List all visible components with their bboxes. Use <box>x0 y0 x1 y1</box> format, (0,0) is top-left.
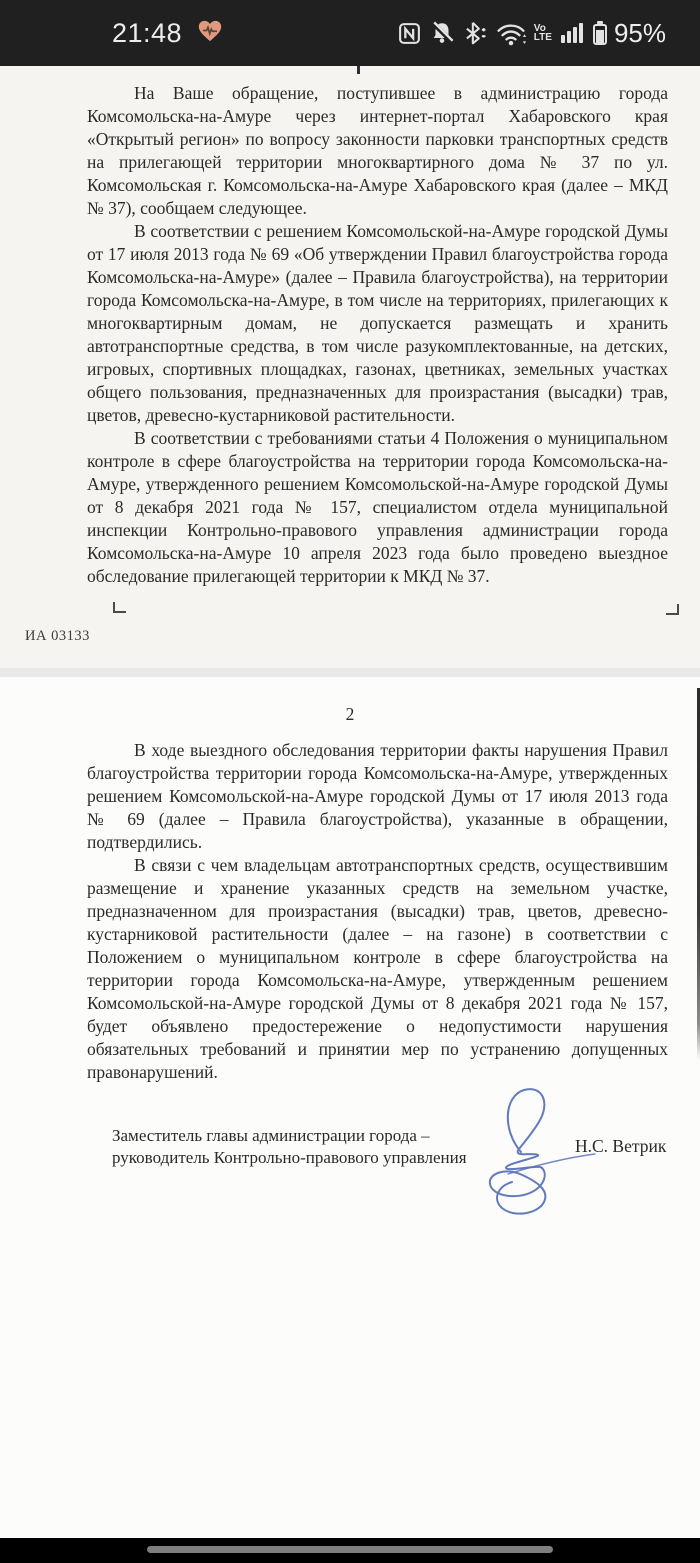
paragraph: В соответствии с требованиями статьи 4 Положения о муниципальном контроле в сфере благоустройства на территории города Комсомольска-на-Амуре, утвержденного решением Комсомольской-на-Амуре городской Думы от 8 декабря 2021 года № 157, специалистом отдела муниципальной инспекции Контрольно-правового управления администрации города Комсомольска-на-Амуре 10 апреля 2023 года было проведено выездное обследование прилегающей территории к МКД № 37. <box>87 428 668 586</box>
notifications-muted-icon <box>429 20 455 46</box>
paragraph: В связи с чем владельцам автотранспортных средств, осуществившим размещение и хранение указанных средств на земельном участке, предназначенном для произрастания (высадки) трав, цветов, древесно-кустарниковой растительности (далее – на газоне) в соответствии с Положением о муниципальном контроле в сфере благоустройства на территории города Комсомольска-на-Амуре, утвержденным решением Комсомольской-на-Амуре городской Думы от 8 декабря 2021 года № 157, будет объявлено предостережение о недопустимости нарушения обязательных требований и принятии мер по устранению допущенных правонарушений. <box>87 855 668 1082</box>
page-separator <box>0 668 700 677</box>
battery-icon <box>593 21 607 45</box>
document-code: ИА 03133 <box>25 628 90 644</box>
document-viewer[interactable] <box>0 66 700 1538</box>
document-page-2 <box>0 677 700 1538</box>
document-page-1 <box>0 66 700 668</box>
bluetooth-icon <box>462 20 488 46</box>
fold-mark <box>357 66 360 74</box>
page-number: 2 <box>345 704 355 724</box>
signal-bars-icon <box>561 23 583 43</box>
gesture-nav-bar <box>0 1538 700 1563</box>
frame-corner-left <box>113 602 126 613</box>
page2-body <box>87 739 668 1084</box>
nfc-icon <box>397 21 422 46</box>
paragraph: В соответствии с решением Комсомольской-на-Амуре городской Думы от 17 июля 2013 года № 69 «Об утверждении Правил благоустройства города Комсомольска-на-Амуре» (далее – Правила благоустройства), на территории города Комсомольска-на-Амуре, в том числе на территориях, прилегающих к многоквартирным домам, не допускается размещать и хранить автотранспортные средства, в том числе разукомплектованные, на детских, игровых, спортивных площадках, газонах, цветниках, земельных участках общего пользования, предназначенных для произрастания (высадки) трав, цветов, древесно-кустарниковой растительности. <box>87 221 668 425</box>
paragraph: На Ваше обращение, поступившее в администрацию города Комсомольска-на-Амуре через интернет-портал Хабаровского края «Открытый регион» по вопросу законности парковки транспортных средств на прилегающей территории многоквартирного дома № 37 по ул. Комсомольская г. Комсомольска-на-Амуре Хабаровского края (далее – МКД № 37), сообщаем следующее. <box>87 83 668 218</box>
signer-name: Н.С. Ветрик <box>575 1136 667 1156</box>
volte-indicator: Vo LTE <box>533 23 552 43</box>
frame-corner-right <box>666 604 679 615</box>
page1-body <box>87 82 668 588</box>
status-bar <box>0 0 700 66</box>
paragraph: В ходе выездного обследования территории факты нарушения Правил благоустройства территории города Комсомольска-на-Амуре, утвержденных решением Комсомольской-на-Амуре городской Думы от 17 июля 2013 года № 69 (далее – Правила благоустройства), указанные в обращении, подтвердились. <box>87 740 668 852</box>
signer-title: Заместитель главы администрации города – руководитель Контрольно-правового управления <box>112 1126 467 1167</box>
home-indicator[interactable] <box>147 1546 553 1553</box>
wifi-icon <box>495 20 527 47</box>
clock: 21:48 <box>112 17 183 48</box>
battery-percent: 95% <box>613 17 666 48</box>
heart-pulse-icon <box>196 17 224 50</box>
